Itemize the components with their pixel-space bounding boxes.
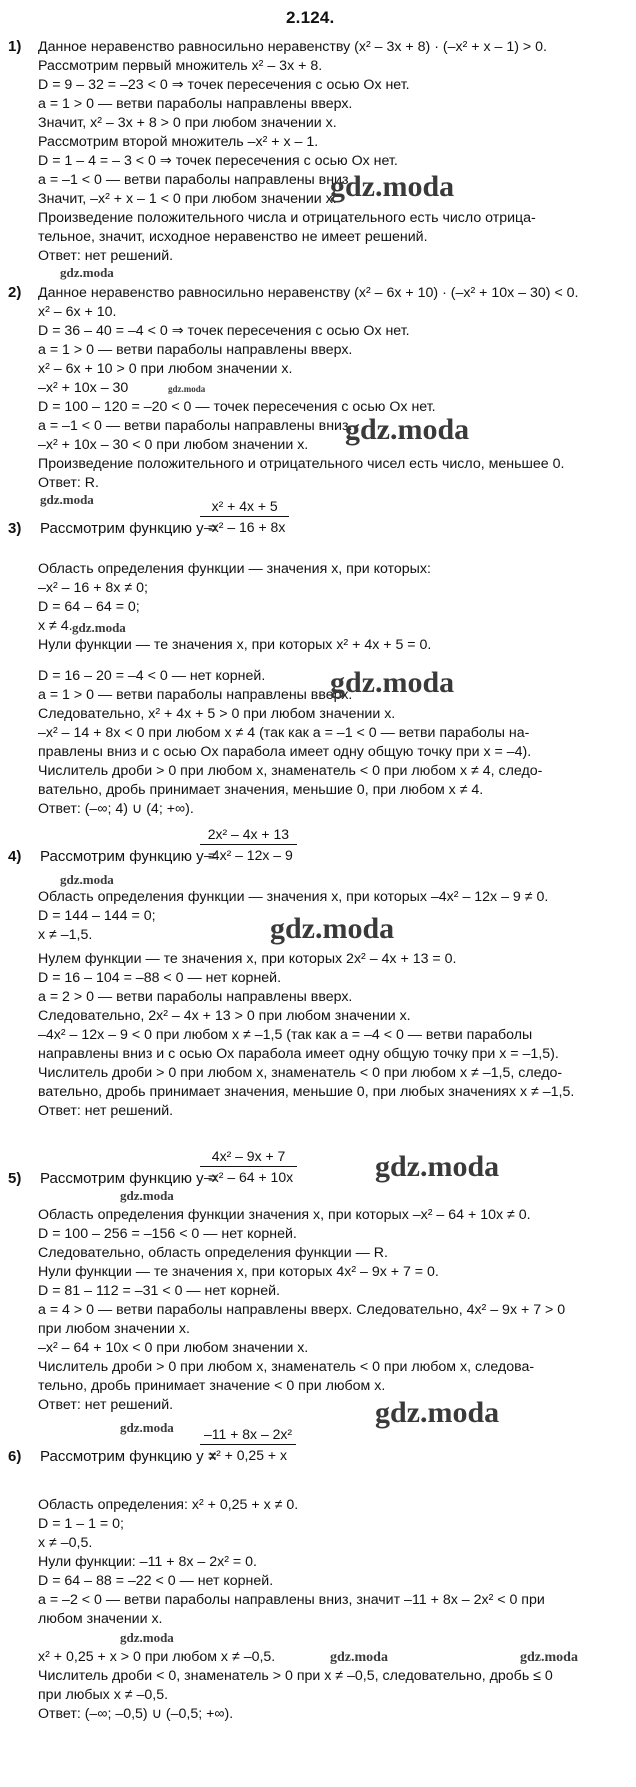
p3-line: D = 64 – 64 = 0; <box>38 599 140 615</box>
p5-line: Следовательно, область определения функции — R. <box>38 1245 388 1261</box>
p1-line: Данное неравенство равносильно неравенству (x² – 3x + 8) · (–x² + x – 1) > 0. <box>38 39 547 55</box>
watermark: gdz.moda <box>375 1150 500 1183</box>
p5-intro: Рассмотрим функцию y = <box>40 1170 217 1187</box>
p4-fraction <box>200 826 297 863</box>
p2-line: Произведение положительного и отрицательного чисел есть число, меньшее 0. <box>38 456 565 472</box>
p4-line: a = 2 > 0 — ветви параболы направлены вверх. <box>38 989 353 1005</box>
item-number-4: 4) <box>8 848 22 865</box>
p3-intro: Рассмотрим функцию y = <box>40 520 217 537</box>
p6-line: a = –2 < 0 — ветви параболы направлены вниз, значит –11 + 8x – 2x² < 0 при <box>38 1592 545 1608</box>
p2-line: D = 100 – 120 = –20 < 0 — точек пересечения с осью Ox нет. <box>38 399 436 415</box>
p3-line: a = 1 > 0 — ветви параболы направлены вверх. <box>38 687 353 703</box>
p1-line: Значит, x² – 3x + 8 > 0 при любом значении x. <box>38 115 337 131</box>
p1-line: Значит, –x² + x – 1 < 0 при любом значении x. <box>38 191 337 207</box>
fraction-denominator: x² + 0,25 + x <box>209 1447 287 1463</box>
p4-line: x ≠ –1,5. <box>38 927 93 943</box>
fraction-numerator: 4x² – 9x + 7 <box>200 1148 297 1167</box>
p1-line: тельное, значит, исходное неравенство не имеет решений. <box>38 229 428 245</box>
p4-intro: Рассмотрим функцию y = <box>40 848 217 865</box>
p5-line: D = 100 – 256 = –156 < 0 — нет корней. <box>38 1226 297 1242</box>
p2-line: x² – 6x + 10 > 0 при любом значении x. <box>38 361 293 377</box>
fraction-denominator: –x² – 16 + 8x <box>204 519 286 535</box>
p6-line: любом значении x. <box>38 1611 163 1627</box>
watermark: gdz.moda <box>330 1650 388 1665</box>
p6-line: D = 1 – 1 = 0; <box>38 1516 124 1532</box>
watermark: gdz.moda <box>40 492 94 507</box>
p4-line: вательно, дробь принимает значения, меньшие 0, при любых значениях x ≠ –1,5. <box>38 1084 575 1100</box>
p3-line: правлены вниз и с осью Ox парабола имеет одну общую точку при x = –4). <box>38 744 532 760</box>
fraction-numerator: –11 + 8x – 2x² <box>200 1426 296 1445</box>
fraction-denominator: –x² – 64 + 10x <box>204 1169 294 1185</box>
watermark: gdz.moda <box>520 1650 578 1665</box>
p4-line: D = 16 – 104 = –88 < 0 — нет корней. <box>38 970 282 986</box>
p4-line: –4x² – 12x – 9 < 0 при любом x ≠ –1,5 (так как a = –4 < 0 — ветви параболы <box>38 1027 533 1043</box>
p2-line: a = 1 > 0 — ветви параболы направлены вверх. <box>38 342 353 358</box>
watermark: gdz.moda <box>375 1396 500 1429</box>
p3-line: вательно, дробь принимает значения, меньшие 0, при любом x ≠ 4. <box>38 782 484 798</box>
watermark: gdz.moda <box>120 1188 174 1203</box>
p2-line: D = 36 – 40 = –4 < 0 ⇒ точек пересечения с осью Ox нет. <box>38 323 410 339</box>
p5-line: Нули функции — те значения x, при которых 4x² – 9x + 7 = 0. <box>38 1264 439 1280</box>
p3-line: –x² – 14 + 8x < 0 при любом x ≠ 4 (так как a = –1 < 0 — ветви параболы на- <box>38 725 530 741</box>
p2-line: x² – 6x + 10. <box>38 304 117 320</box>
watermark: gdz.moda <box>60 872 114 887</box>
p6-line: при любых x ≠ –0,5. <box>38 1687 169 1703</box>
p4-line: Нулем функции — те значения x, при которых 2x² – 4x + 13 = 0. <box>38 951 457 967</box>
item-number-3: 3) <box>8 520 22 537</box>
p5-answer: Ответ: нет решений. <box>38 1397 174 1413</box>
p1-line: Рассмотрим первый множитель x² – 3x + 8. <box>38 58 323 74</box>
p5-line: Числитель дроби > 0 при любом x, знаменатель < 0 при любом x, следова- <box>38 1359 535 1375</box>
p3-answer: Ответ: (–∞; 4) ∪ (4; +∞). <box>38 801 194 817</box>
p1-line: D = 1 – 4 = – 3 < 0 ⇒ точек пересечения с осью Ox нет. <box>38 153 398 169</box>
item-number-6: 6) <box>8 1448 22 1465</box>
p3-line: Область определения функции — значения x, при которых: <box>38 561 431 577</box>
p4-line: Следовательно, 2x² – 4x + 13 > 0 при любом значении x. <box>38 1008 411 1024</box>
p5-line: Область определения функции значения x, при которых –x² – 64 + 10x ≠ 0. <box>38 1207 531 1223</box>
p4-line: Область определения функции — значения x, при которых –4x² – 12x – 9 ≠ 0. <box>38 889 549 905</box>
p2-line: a = –1 < 0 — ветви параболы направлены вниз. <box>38 418 353 434</box>
p3-line: Следовательно, x² + 4x + 5 > 0 при любом значении x. <box>38 706 396 722</box>
item-number-5: 5) <box>8 1170 22 1187</box>
p5-line: при любом значении x. <box>38 1321 190 1337</box>
watermark: gdz.moda <box>72 620 126 635</box>
problem-title: 2.124. <box>286 8 335 27</box>
p5-line: a = 4 > 0 — ветви параболы направлены вверх. Следовательно, 4x² – 9x + 7 > 0 <box>38 1302 566 1318</box>
p3-line: –x² – 16 + 8x ≠ 0; <box>38 580 148 596</box>
p2-line: –x² + 10x – 30 < 0 при любом значении x. <box>38 437 309 453</box>
watermark: gdz.moda <box>270 912 395 945</box>
p1-line: a = –1 < 0 — ветви параболы направлены вниз. <box>38 172 353 188</box>
p4-answer: Ответ: нет решений. <box>38 1103 174 1119</box>
p1-line: a = 1 > 0 — ветви параболы направлены вверх. <box>38 96 353 112</box>
p3-line: x ≠ 4. <box>38 618 73 634</box>
watermark: gdz.moda <box>168 384 206 394</box>
p1-line: D = 9 – 32 = –23 < 0 ⇒ точек пересечения с осью Ox нет. <box>38 77 410 93</box>
p2-answer: Ответ: R. <box>38 475 99 491</box>
p3-line: D = 16 – 20 = –4 < 0 — нет корней. <box>38 668 266 684</box>
watermark: gdz.moda <box>330 170 455 203</box>
fraction-denominator: –4x² – 12x – 9 <box>204 847 293 863</box>
item-number-2: 2) <box>8 284 22 301</box>
p5-fraction <box>200 1148 297 1185</box>
p4-line: Числитель дроби > 0 при любом x, знаменатель < 0 при любом x ≠ –1,5, следо- <box>38 1065 563 1081</box>
watermark: gdz.moda <box>330 666 455 699</box>
p5-line: D = 81 – 112 = –31 < 0 — нет корней. <box>38 1283 280 1299</box>
p3-line: Нули функции — те значения x, при которых x² + 4x + 5 = 0. <box>38 637 432 653</box>
p6-line: D = 64 – 88 = –22 < 0 — нет корней. <box>38 1573 274 1589</box>
p1-answer: Ответ: нет решений. <box>38 248 174 264</box>
p3-fraction <box>200 498 289 535</box>
p2-line: –x² + 10x – 30 <box>38 380 129 396</box>
p6-fraction <box>200 1426 296 1463</box>
watermark: gdz.moda <box>120 1420 174 1435</box>
watermark: gdz.moda <box>60 265 114 280</box>
p4-line: D = 144 – 144 = 0; <box>38 908 156 924</box>
p3-line: Числитель дроби > 0 при любом x, знаменатель < 0 при любом x ≠ 4, следо- <box>38 763 543 779</box>
p2-line: Данное неравенство равносильно неравенству (x² – 6x + 10) · (–x² + 10x – 30) < 0. <box>38 285 579 301</box>
p6-line: Область определения: x² + 0,25 + x ≠ 0. <box>38 1497 299 1513</box>
p4-line: направлены вниз и с осью Ox парабола имеет одну общую точку при x = –1,5). <box>38 1046 559 1062</box>
p5-line: тельно, дробь принимает значение < 0 при любом x. <box>38 1378 386 1394</box>
p6-intro: Рассмотрим функцию y = <box>40 1448 217 1465</box>
watermark: gdz.moda <box>345 413 470 446</box>
watermark: gdz.moda <box>120 1630 174 1645</box>
item-number-1: 1) <box>8 38 22 55</box>
p6-answer: Ответ: (–∞; –0,5) ∪ (–0,5; +∞). <box>38 1706 234 1722</box>
p1-line: Произведение положительного числа и отрицательного есть число отрица- <box>38 210 536 226</box>
p5-line: –x² – 64 + 10x < 0 при любом значении x. <box>38 1340 309 1356</box>
p1-line: Рассмотрим второй множитель –x² + x – 1. <box>38 134 319 150</box>
fraction-numerator: 2x² – 4x + 13 <box>200 826 297 845</box>
p6-line: x ≠ –0,5. <box>38 1535 93 1551</box>
p6-line: x² + 0,25 + x > 0 при любом x ≠ –0,5. <box>38 1649 276 1665</box>
p6-line: Числитель дроби < 0, знаменатель > 0 при x ≠ –0,5, следовательно, дробь ≤ 0 <box>38 1668 553 1684</box>
fraction-numerator: x² + 4x + 5 <box>200 498 289 517</box>
p6-line: Нули функции: –11 + 8x – 2x² = 0. <box>38 1554 257 1570</box>
